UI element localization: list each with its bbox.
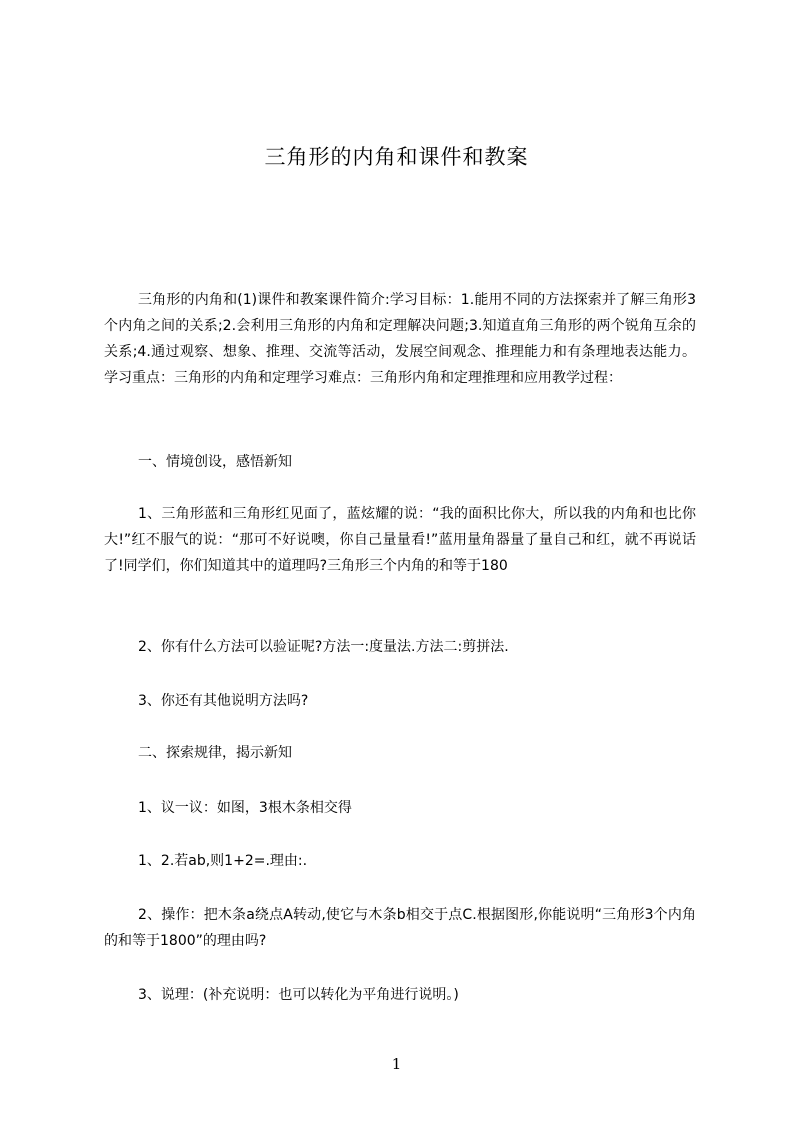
- document-title: 三角形的内角和课件和教案: [264, 145, 529, 169]
- section-heading-1: 一、情境创设，感悟新知: [138, 454, 292, 470]
- page-number: 1: [391, 1055, 402, 1073]
- section-heading-2: 二、探索规律，揭示新知: [138, 745, 292, 761]
- scenario-paragraph: 1、三角形蓝和三角形红见面了，蓝炫耀的说：“我的面积比你大，所以我的内角和也比你大!”红不服气的说：“那可不好说噢，你自己量量看!”蓝用量角器量了量自己和红，就不再说话了!同学们，你们知道其中的道理吗?三角形三个内角的和等于180: [104, 506, 696, 574]
- discuss-paragraph: 1、议一议：如图，3根木条相交得: [138, 800, 352, 816]
- intro-paragraph: 三角形的内角和(1)课件和教案课件简介:学习目标：1.能用不同的方法探索并了解三角形3个内角之间的关系;2.会利用三角形的内角和定理解决问题;3.知道直角三角形的两个锐角互余的关系;4.通过观察、想象、推理、交流等活动，发展空间观念、推理能力和有条理地表达能力。学习重点：三角形的内角和定理学习难点：三角形内角和定理推理和应用教学过程：: [104, 292, 696, 386]
- parallel-paragraph: 1、2.若ab,则1+2=.理由:.: [138, 853, 308, 869]
- reasoning-paragraph: 3、说理：(补充说明：也可以转化为平角进行说明。): [138, 987, 459, 1003]
- other-methods-paragraph: 3、你还有其他说明方法吗?: [138, 693, 309, 709]
- method-paragraph: 2、你有什么方法可以验证呢?方法一:度量法.方法二:剪拼法.: [138, 639, 509, 655]
- operation-paragraph: 2、操作：把木条a绕点A转动,使它与木条b相交于点C.根据图形,你能说明“三角形3个内角的和等于1800”的理由吗?: [104, 907, 696, 949]
